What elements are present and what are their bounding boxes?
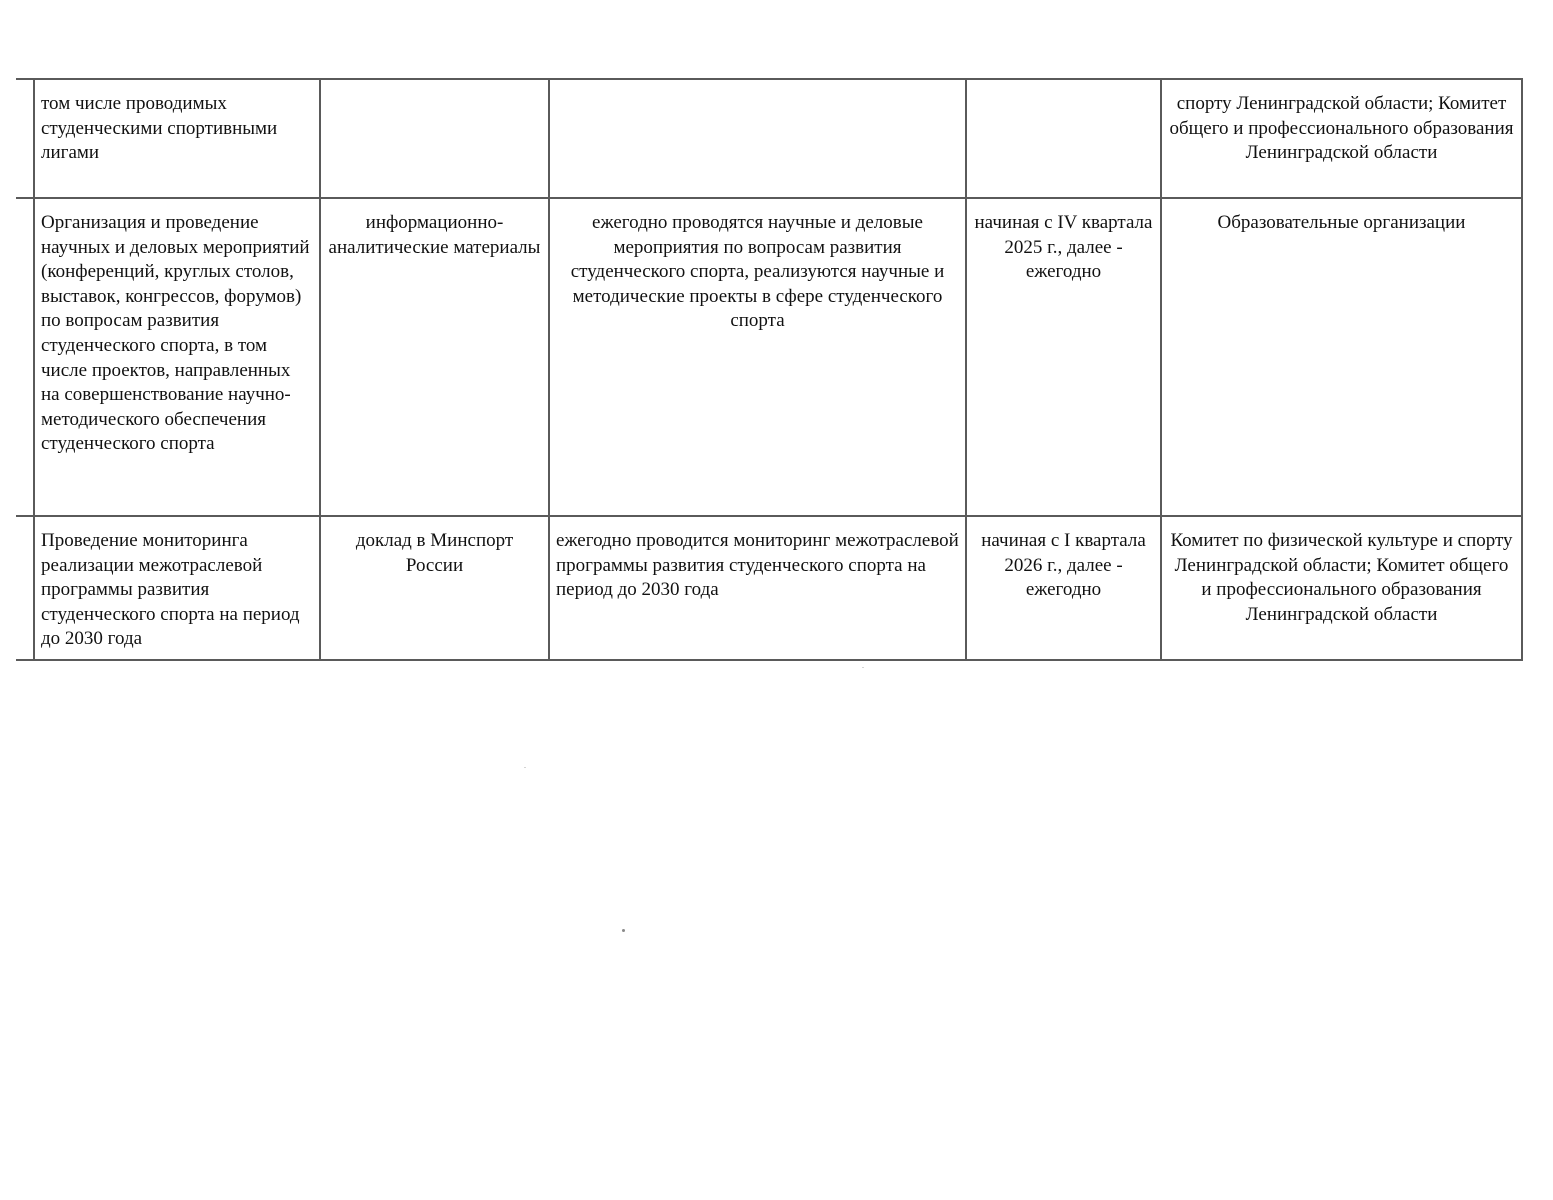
scan-speck <box>862 667 864 668</box>
scan-speck <box>524 767 526 768</box>
row-number-cell <box>16 516 34 660</box>
row-number-cell <box>16 79 34 198</box>
row-number-cell <box>16 198 34 516</box>
table-row <box>16 198 1522 516</box>
term-cell: начиная с IV квартала 2025 г., далее - ежегодно <box>966 198 1161 516</box>
description-cell <box>549 79 966 198</box>
scan-speck <box>622 929 625 932</box>
description-cell: ежегодно проводится мониторинг межотраслевой программы развития студенческого спорта на период до 2030 года <box>549 516 966 660</box>
plan-table <box>16 78 1523 661</box>
result-cell <box>320 79 549 198</box>
event-cell: том числе проводимых студенческими спортивными лигами <box>34 79 320 198</box>
plan-table-wrapper <box>16 78 1522 661</box>
result-cell: информационно-аналитические материалы <box>320 198 549 516</box>
event-cell: Проведение мониторинга реализации межотраслевой программы развития студенческого спорта на период до 2030 года <box>34 516 320 660</box>
result-cell: доклад в Минспорт России <box>320 516 549 660</box>
executor-cell: Образовательные организации <box>1161 198 1522 516</box>
event-cell: Организация и проведение научных и деловых мероприятий (конференций, круглых столов, выставок, конгрессов, форумов) по вопросам развития студенческого спорта, в том числе проектов, направленных на совершенствование научно-методического обеспечения студенческого спорта <box>34 198 320 516</box>
executor-cell: Комитет по физической культуре и спорту Ленинградской области; Комитет общего и профессионального образования Ленинградской области <box>1161 516 1522 660</box>
term-cell <box>966 79 1161 198</box>
term-cell: начиная с I квартала 2026 г., далее - ежегодно <box>966 516 1161 660</box>
table-row <box>16 516 1522 660</box>
executor-cell: спорту Ленинградской области; Комитет общего и профессионального образования Ленинградской области <box>1161 79 1522 198</box>
description-cell: ежегодно проводятся научные и деловые мероприятия по вопросам развития студенческого спорта, реализуются научные и методические проекты в сфере студенческого спорта <box>549 198 966 516</box>
table-row <box>16 79 1522 198</box>
